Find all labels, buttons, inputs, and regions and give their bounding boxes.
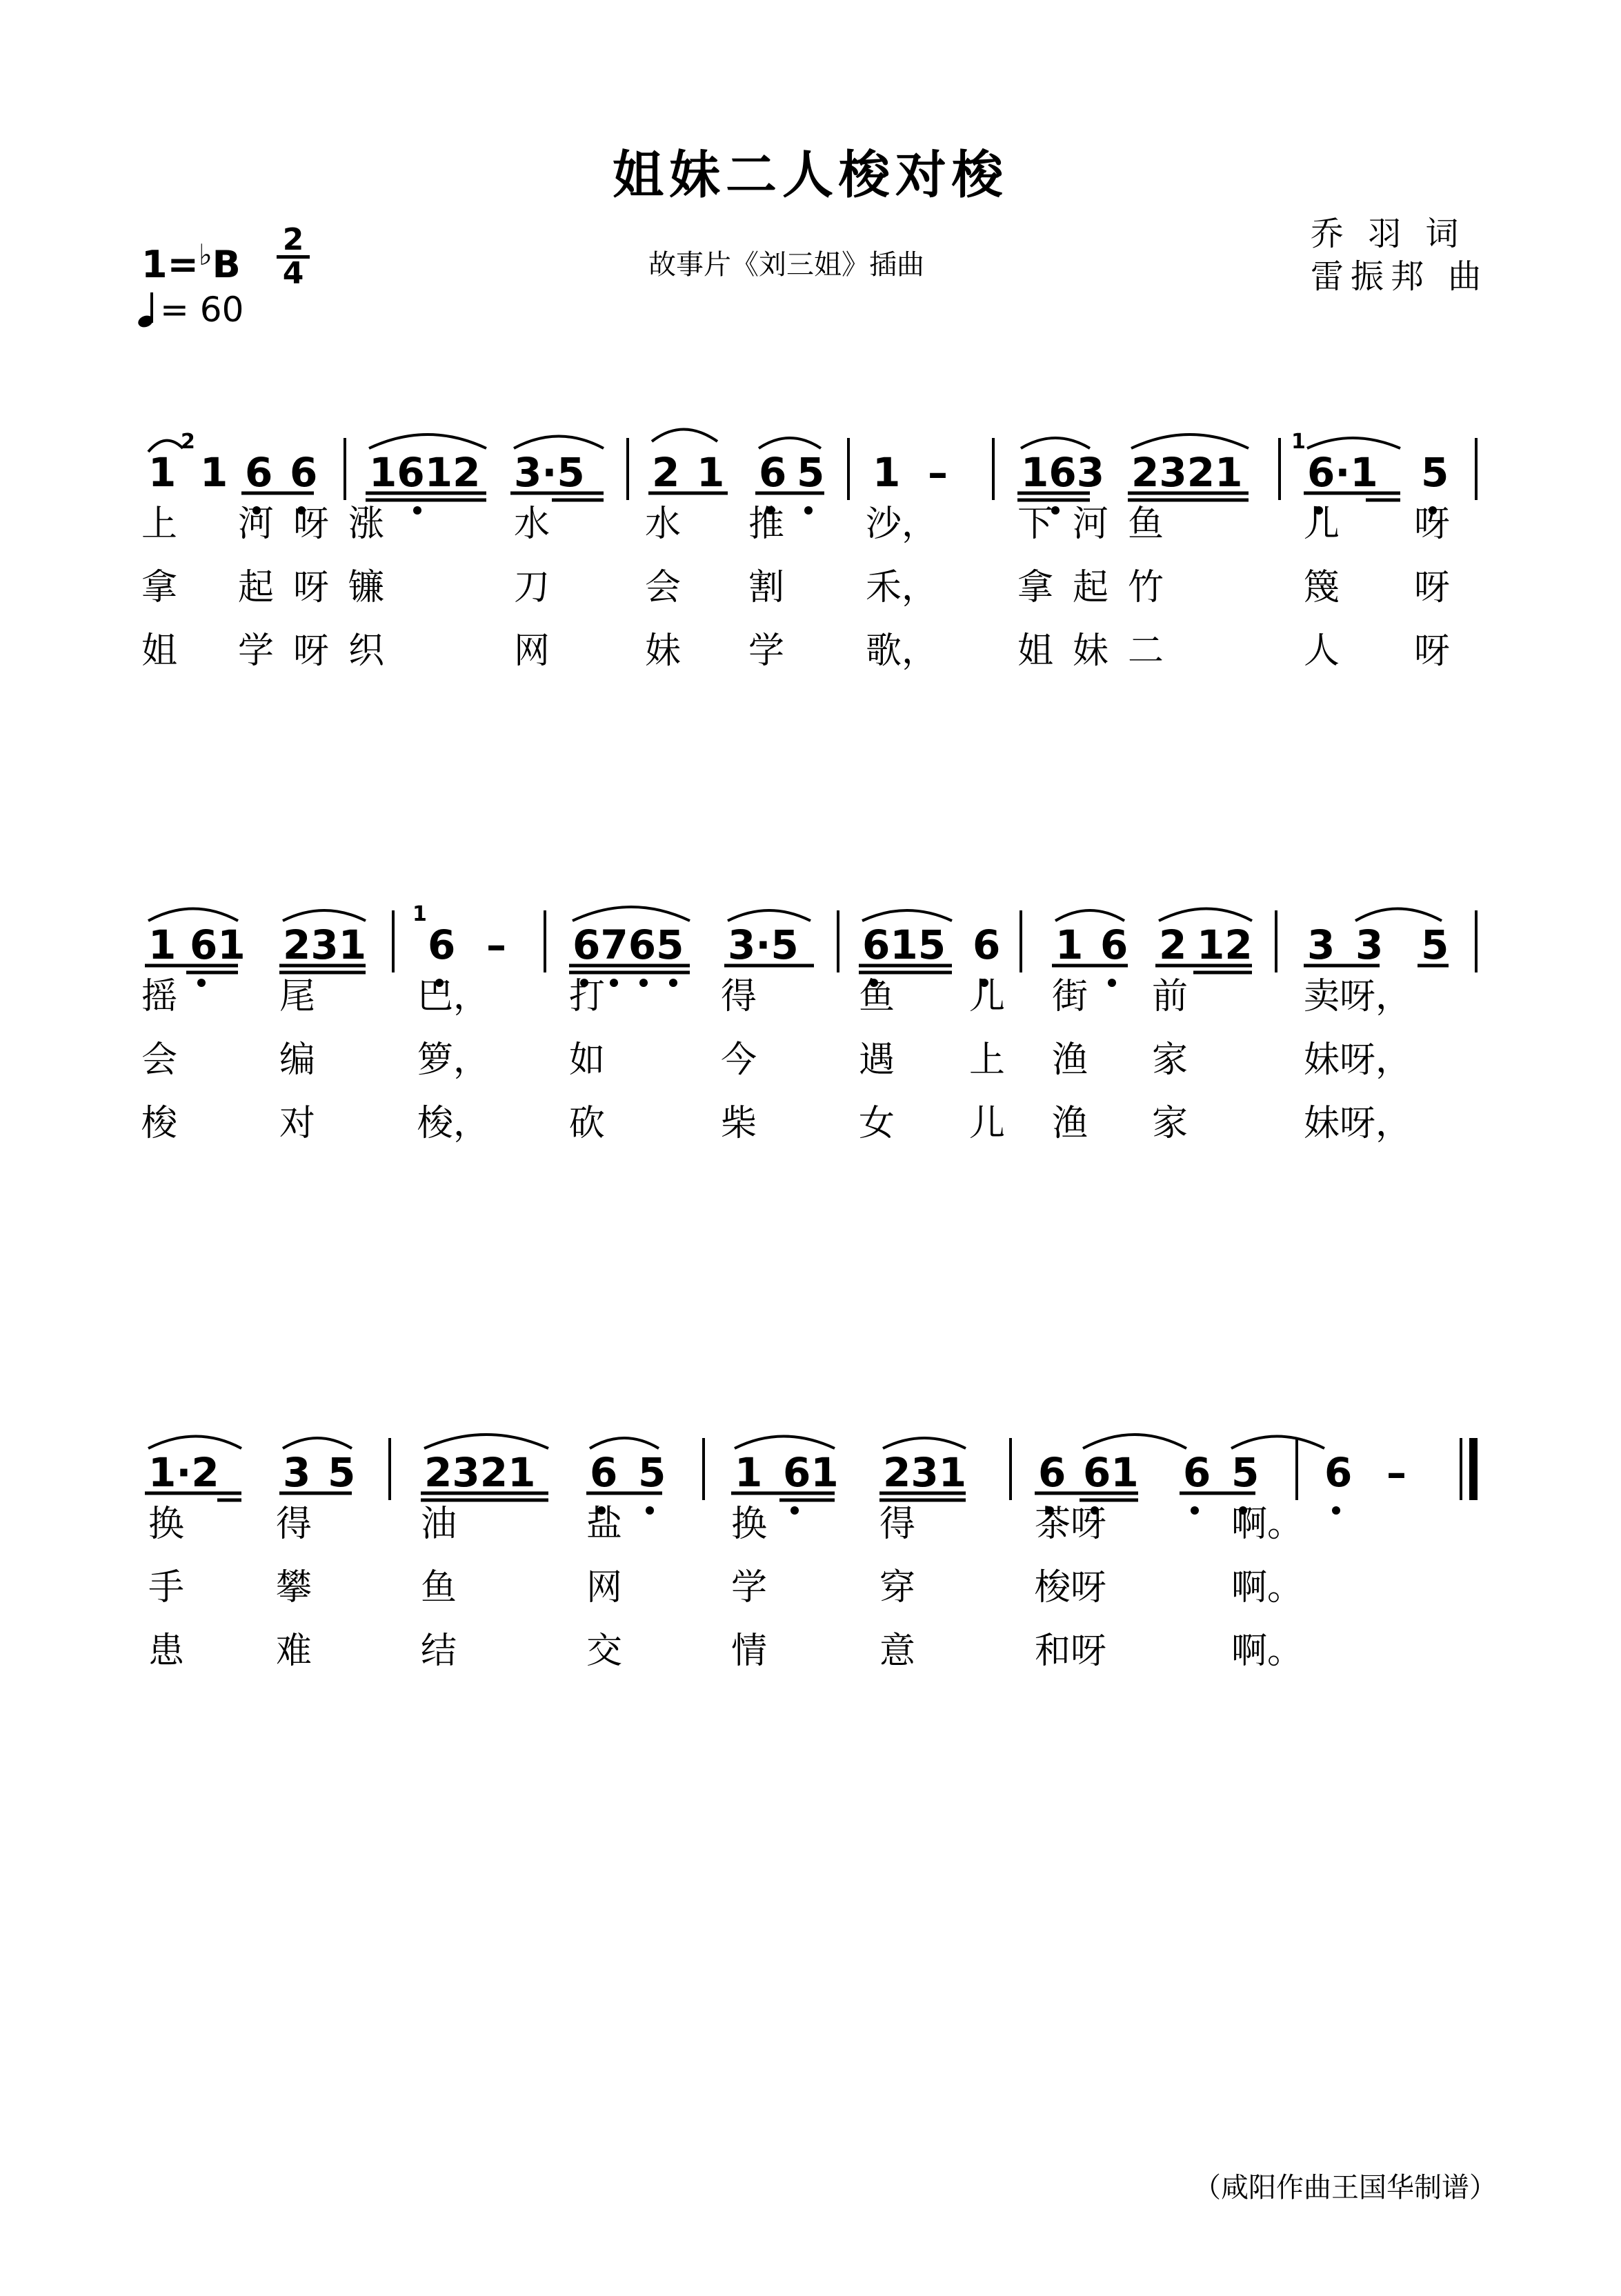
lyric-syllable: 如 xyxy=(569,1039,606,1081)
lyric-syllable: 难 xyxy=(276,1630,312,1672)
lyric-syllable: 禾， xyxy=(866,567,938,608)
lyric-syllable: 摇 xyxy=(141,976,178,1017)
note: 2 xyxy=(652,449,680,496)
note-group: 12 xyxy=(1197,921,1253,968)
lyric-syllable: 得 xyxy=(879,1504,916,1545)
lyric-syllable: 对 xyxy=(279,1103,316,1144)
time-signature-top: 2 xyxy=(282,222,304,257)
slur xyxy=(283,1438,352,1448)
lyric-syllable: 交 xyxy=(586,1630,623,1672)
note: 1 xyxy=(735,1449,763,1496)
beam xyxy=(859,966,952,972)
slur xyxy=(573,907,690,921)
lyric-syllable: 网 xyxy=(514,630,550,672)
composer-credit: 雷振邦 曲 xyxy=(1311,257,1489,296)
slur xyxy=(148,909,238,921)
slurs xyxy=(148,1435,1324,1448)
slur xyxy=(514,437,604,449)
lyric-syllable: 二 xyxy=(1128,630,1164,672)
dash: – xyxy=(1386,1449,1406,1496)
notation-line-1 xyxy=(0,407,1621,517)
grace-note: 1 xyxy=(412,902,427,926)
lyric-syllable: 打 xyxy=(569,976,606,1017)
note-group: 61 xyxy=(190,921,246,968)
grace-note: 2 xyxy=(181,430,195,454)
slur xyxy=(759,438,821,448)
slur xyxy=(1083,1435,1186,1448)
note-group: 1612 xyxy=(369,449,481,496)
lyric-syllable: 鱼 xyxy=(421,1567,457,1608)
note-group: 1·2 xyxy=(148,1449,219,1496)
notation-line-3 xyxy=(0,1407,1621,1517)
lyric-syllable: 学 xyxy=(748,630,785,672)
slur xyxy=(369,435,486,448)
lyric-syllable: 情 xyxy=(731,1630,768,1672)
note: 6 xyxy=(1100,921,1128,968)
beam xyxy=(879,1493,966,1500)
tempo-marking xyxy=(138,290,243,330)
lyric-syllable: 上 xyxy=(969,1039,1006,1081)
key-note: B xyxy=(212,243,241,286)
time-signature-bottom: 4 xyxy=(282,256,304,291)
note-group: 6·1 xyxy=(1307,449,1378,496)
note: 6 xyxy=(290,449,318,496)
note: 1 xyxy=(873,449,901,496)
note: 1 xyxy=(148,449,177,496)
slur xyxy=(728,910,810,921)
lyric-syllable: 盐 xyxy=(586,1504,623,1545)
lyric-syllable: 河 xyxy=(238,503,275,545)
lyric-verse-2 xyxy=(0,1039,1621,1103)
note: 3 xyxy=(1307,921,1335,968)
lyric-syllable: 编 xyxy=(279,1039,316,1081)
note-group: 615 xyxy=(862,921,946,968)
note: 5 xyxy=(1421,921,1449,968)
song-title: 姐妹二人梭对梭 xyxy=(613,146,1008,205)
lyric-syllable: 网 xyxy=(586,1567,623,1608)
lyric-syllable: 沙， xyxy=(866,503,938,545)
note: 5 xyxy=(797,449,825,496)
slur xyxy=(283,910,366,921)
lyric-syllable: 会 xyxy=(141,1039,178,1081)
song-subtitle: 故事片《刘三姐》插曲 xyxy=(648,249,924,281)
beams xyxy=(145,966,1449,972)
note-group: 3·5 xyxy=(728,921,799,968)
lyric-syllable: 拿 xyxy=(141,567,178,608)
note-group: 2321 xyxy=(424,1449,536,1496)
notation-line-2 xyxy=(0,879,1621,990)
slur xyxy=(590,1438,659,1448)
lyric-syllable: 呀 xyxy=(1414,567,1451,608)
lyric-verse-2 xyxy=(0,1567,1621,1630)
lyric-syllable: 起 xyxy=(238,567,275,608)
lyric-syllable: 上 xyxy=(141,503,178,545)
lyric-syllable: 意 xyxy=(879,1630,916,1672)
slur xyxy=(424,1435,548,1448)
lyric-syllable: 水 xyxy=(645,503,682,545)
beam xyxy=(279,966,366,972)
note: 6 xyxy=(1038,1449,1066,1496)
lyric-syllable: 柴 xyxy=(721,1103,757,1144)
beam xyxy=(1155,966,1252,972)
note-group: 61 xyxy=(783,1449,839,1496)
beams xyxy=(241,493,1400,500)
lyrics-block-1 xyxy=(0,503,1621,694)
beams xyxy=(145,1493,1255,1500)
lyric-syllable: 学 xyxy=(731,1567,768,1608)
dash: – xyxy=(928,449,948,496)
flat-icon: ♭ xyxy=(198,238,212,272)
slur xyxy=(862,910,952,921)
note: 6 xyxy=(590,1449,618,1496)
slur xyxy=(148,1437,241,1449)
note: 3 xyxy=(283,1449,311,1496)
lyric-syllable: 尾 xyxy=(279,976,316,1017)
key-signature xyxy=(141,238,241,286)
lyric-syllable: 姐 xyxy=(141,630,178,672)
lyric-verse-1 xyxy=(0,1504,1621,1567)
lyric-verse-3 xyxy=(0,1630,1621,1694)
lyric-syllable: 儿 xyxy=(969,976,1006,1017)
lyric-syllable: 呀 xyxy=(1414,630,1451,672)
lyric-syllable: 今 xyxy=(721,1039,757,1081)
beam xyxy=(510,493,604,500)
lyric-syllable: 梭， xyxy=(417,1103,490,1144)
note: 6 xyxy=(1183,1449,1211,1496)
slur xyxy=(652,430,717,442)
dash: – xyxy=(486,921,506,968)
lyric-syllable: 呀 xyxy=(293,503,330,545)
note: 1 xyxy=(148,921,177,968)
slurs xyxy=(148,907,1442,921)
beam xyxy=(366,493,486,500)
lyric-syllable: 和呀 xyxy=(1035,1630,1107,1672)
credits xyxy=(1311,212,1488,298)
note: 1 xyxy=(200,449,228,496)
lyric-syllable: 结 xyxy=(421,1630,457,1672)
beam xyxy=(1017,493,1090,500)
lyric-syllable: 箩， xyxy=(417,1039,490,1081)
lyric-syllable: 穿 xyxy=(879,1567,916,1608)
slur xyxy=(1159,909,1252,921)
lyric-syllable: 妹呀， xyxy=(1304,1039,1412,1081)
note-group: 61 xyxy=(1083,1449,1139,1496)
slur xyxy=(1055,910,1124,921)
lyric-verse-2 xyxy=(0,567,1621,630)
lyric-syllable: 织 xyxy=(348,630,385,672)
lyric-verse-3 xyxy=(0,1103,1621,1166)
beam xyxy=(145,966,238,972)
note: 5 xyxy=(328,1449,356,1496)
lyric-syllable: 啊。 xyxy=(1231,1630,1304,1672)
note-group: 163 xyxy=(1021,449,1105,496)
note: 6 xyxy=(973,921,1001,968)
lyric-syllable: 学 xyxy=(238,630,275,672)
beam xyxy=(1128,493,1249,500)
tempo-value: = 60 xyxy=(160,290,244,330)
lyric-syllable: 女 xyxy=(859,1103,895,1144)
note: 1 xyxy=(697,449,725,496)
lyricist-credit: 乔 羽 词 xyxy=(1311,214,1466,253)
lyric-syllable: 妹呀， xyxy=(1304,1103,1412,1144)
note: 1 xyxy=(1055,921,1084,968)
lyric-syllable: 儿 xyxy=(1304,503,1340,545)
beam xyxy=(731,1493,835,1500)
lyric-syllable: 家 xyxy=(1152,1103,1189,1144)
lyric-syllable: 换 xyxy=(731,1504,768,1545)
lyrics-block-2 xyxy=(0,976,1621,1166)
note-group: 231 xyxy=(883,1449,967,1496)
lyric-syllable: 歌， xyxy=(866,630,938,672)
lyric-syllable: 下 xyxy=(1017,503,1054,545)
score-system-1 xyxy=(0,407,1621,672)
lyric-syllable: 篾 xyxy=(1304,567,1340,608)
lyric-syllable: 涨 xyxy=(348,503,385,545)
slur xyxy=(1307,438,1400,448)
lyric-syllable: 得 xyxy=(721,976,757,1017)
lyric-syllable: 茶呀 xyxy=(1035,1504,1107,1545)
lyric-syllable: 会 xyxy=(645,567,682,608)
lyric-syllable: 得 xyxy=(276,1504,312,1545)
note: 5 xyxy=(638,1449,666,1496)
slur xyxy=(1131,435,1249,448)
slur xyxy=(1355,909,1442,921)
lyric-syllable: 鱼 xyxy=(1128,503,1164,545)
lyric-syllable: 啊。 xyxy=(1231,1567,1304,1608)
lyric-verse-1 xyxy=(0,976,1621,1039)
note: 5 xyxy=(1231,1449,1260,1496)
lyric-syllable: 儿 xyxy=(969,1103,1006,1144)
lyric-syllable: 呀 xyxy=(293,567,330,608)
lyric-syllable: 呀 xyxy=(1414,503,1451,545)
lyric-syllable: 砍 xyxy=(569,1103,606,1144)
beam xyxy=(1035,1493,1138,1500)
lyric-syllable: 患 xyxy=(148,1630,185,1672)
lyric-verse-1 xyxy=(0,503,1621,567)
note-group: 2321 xyxy=(1131,449,1243,496)
lyric-syllable: 遇 xyxy=(859,1039,895,1081)
beam xyxy=(421,1493,548,1500)
lyric-syllable: 水 xyxy=(514,503,550,545)
lyric-syllable: 镰 xyxy=(348,567,385,608)
note: 5 xyxy=(1421,449,1449,496)
grace-note: 1 xyxy=(1291,430,1306,454)
score-system-2 xyxy=(0,879,1621,1144)
lyric-syllable: 卖呀， xyxy=(1304,976,1412,1017)
note: 6 xyxy=(428,921,456,968)
lyrics-block-3 xyxy=(0,1504,1621,1694)
lyric-syllable: 手 xyxy=(148,1567,185,1608)
note: 6 xyxy=(759,449,787,496)
lyric-syllable: 推 xyxy=(748,503,785,545)
note-group: 6765 xyxy=(573,921,684,968)
lyric-syllable: 啊。 xyxy=(1231,1504,1304,1545)
lyric-syllable: 巴， xyxy=(417,976,490,1017)
lyric-syllable: 割 xyxy=(748,567,785,608)
lyric-syllable: 河 xyxy=(1073,503,1109,545)
score-system-3 xyxy=(0,1407,1621,1672)
note: 6 xyxy=(245,449,273,496)
lyric-syllable: 换 xyxy=(148,1504,185,1545)
lyric-syllable: 姐 xyxy=(1017,630,1054,672)
note-group: 3·5 xyxy=(514,449,585,496)
beam xyxy=(569,966,690,972)
lyric-syllable: 梭 xyxy=(141,1103,178,1144)
lyric-syllable: 鱼 xyxy=(859,976,895,1017)
lyric-syllable: 渔 xyxy=(1052,1039,1088,1081)
lyric-syllable: 妹 xyxy=(645,630,682,672)
lyric-syllable: 呀 xyxy=(293,630,330,672)
lyric-syllable: 攀 xyxy=(276,1567,312,1608)
slur xyxy=(1231,1437,1324,1449)
lyric-syllable: 梭呀 xyxy=(1035,1567,1107,1608)
quarter-note-icon xyxy=(138,292,156,327)
note: 3 xyxy=(1355,921,1384,968)
footer-credit: （咸阳作曲王国华制谱） xyxy=(1193,2172,1497,2204)
slur xyxy=(883,1438,966,1448)
lyric-syllable: 前 xyxy=(1152,976,1189,1017)
lyric-syllable: 竹 xyxy=(1128,567,1164,608)
note: 6 xyxy=(1324,1449,1353,1496)
note: 2 xyxy=(1159,921,1187,968)
beam xyxy=(145,1493,241,1500)
lyric-syllable: 妹 xyxy=(1073,630,1109,672)
lyric-syllable: 家 xyxy=(1152,1039,1189,1081)
lyric-syllable: 油 xyxy=(421,1504,457,1545)
key-prefix: 1= xyxy=(141,243,199,286)
lyric-syllable: 人 xyxy=(1304,630,1340,672)
time-signature xyxy=(272,222,314,291)
note-group: 231 xyxy=(283,921,367,968)
lyric-syllable: 拿 xyxy=(1017,567,1054,608)
lyric-syllable: 渔 xyxy=(1052,1103,1088,1144)
slur xyxy=(735,1437,835,1449)
lyric-syllable: 刀 xyxy=(514,567,550,608)
beam xyxy=(1304,493,1400,500)
slur xyxy=(1021,438,1090,448)
lyric-syllable: 起 xyxy=(1073,567,1109,608)
lyric-syllable: 街 xyxy=(1052,976,1088,1017)
lyric-verse-3 xyxy=(0,630,1621,694)
